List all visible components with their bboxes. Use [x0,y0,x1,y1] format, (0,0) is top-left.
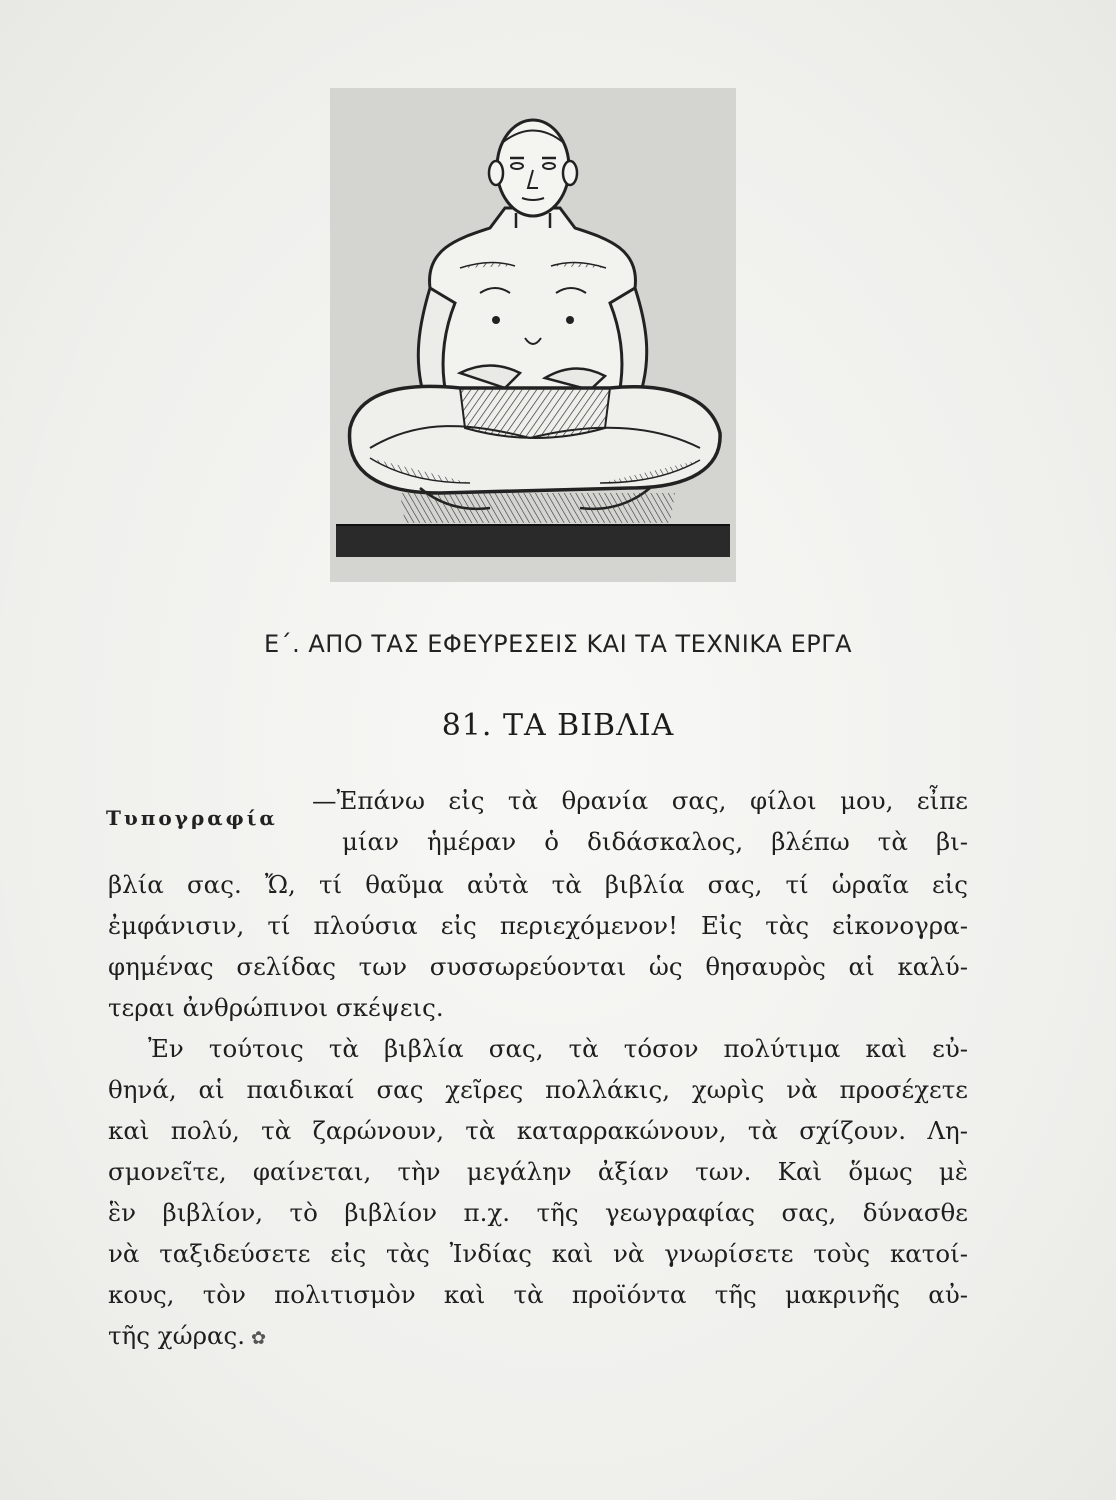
seated-scribe-statue-illustration [330,88,736,582]
paragraph-line: —Ἐπάνω εἰς τὰ θρανία σας, φίλοι μου, εἶπε [312,786,968,815]
paragraph-line: θηνά, αἱ παιδικαί σας χεῖρες πολλάκις, χωρὶς νὰ προσέχετε [108,1075,968,1104]
paragraph-line: βλία σας. Ὤ, τί θαῦμα αὐτὰ τὰ βιβλία σας, τί ὡραῖα εἰς [108,870,968,899]
margin-note: Τυπογραφία [106,806,278,830]
paragraph-line: μίαν ἡμέραν ὁ διδάσκαλος, βλέπω τὰ βι- [342,827,968,856]
paragraph-line-text: τῆς χώρας. [108,1321,246,1350]
chapter-title: 81. ΤΑ ΒΙΒΛΙΑ [441,708,675,743]
flower-mark-icon: ✿ [251,1328,267,1349]
paragraph-line: κους, τὸν πολιτισμὸν καὶ τὰ προϊόντα τῆς μακρινῆς αὐ- [108,1280,968,1309]
paragraph-line: Ἐν τούτοις τὰ βιβλία σας, τὰ τόσον πολύτιμα καὶ εὐ- [148,1034,968,1063]
paragraph-line: ἐμφάνισιν, τί πλούσια εἰς περιεχόμενον! Εἰς τὰς εἰκονογρα- [108,911,968,940]
paragraph-line: φημένας σελίδας των συσσωρεύονται ὡς θησαυρὸς αἱ καλύ- [108,952,968,981]
paragraph-last-line [108,1321,266,1354]
section-heading: Ε΄. ΑΠΟ ΤΑΣ ΕΦΕΥΡΕΣΕΙΣ ΚΑΙ ΤΑ ΤΕΧΝΙΚΑ ΕΡΓΑ [263,630,853,658]
paragraph-line: καὶ πολύ, τὰ ζαρώνουν, τὰ καταρρακώνουν, τὰ σχίζουν. Λη- [108,1116,968,1145]
paragraph-line: τεραι ἀνθρώπινοι σκέψεις. [108,993,444,1022]
paragraph-line: σμονεῖτε, φαίνεται, τὴν μεγάλην ἀξίαν των. Καὶ ὅμως μὲ [108,1157,968,1186]
paragraph-line: ἓν βιβλίον, τὸ βιβλίον π.χ. τῆς γεωγραφίας σας, δύνασθε [108,1198,968,1227]
paragraph-line: νὰ ταξιδεύσετε εἰς τὰς Ἰνδίας καὶ νὰ γνωρίσετε τοὺς κατοί- [108,1239,968,1268]
